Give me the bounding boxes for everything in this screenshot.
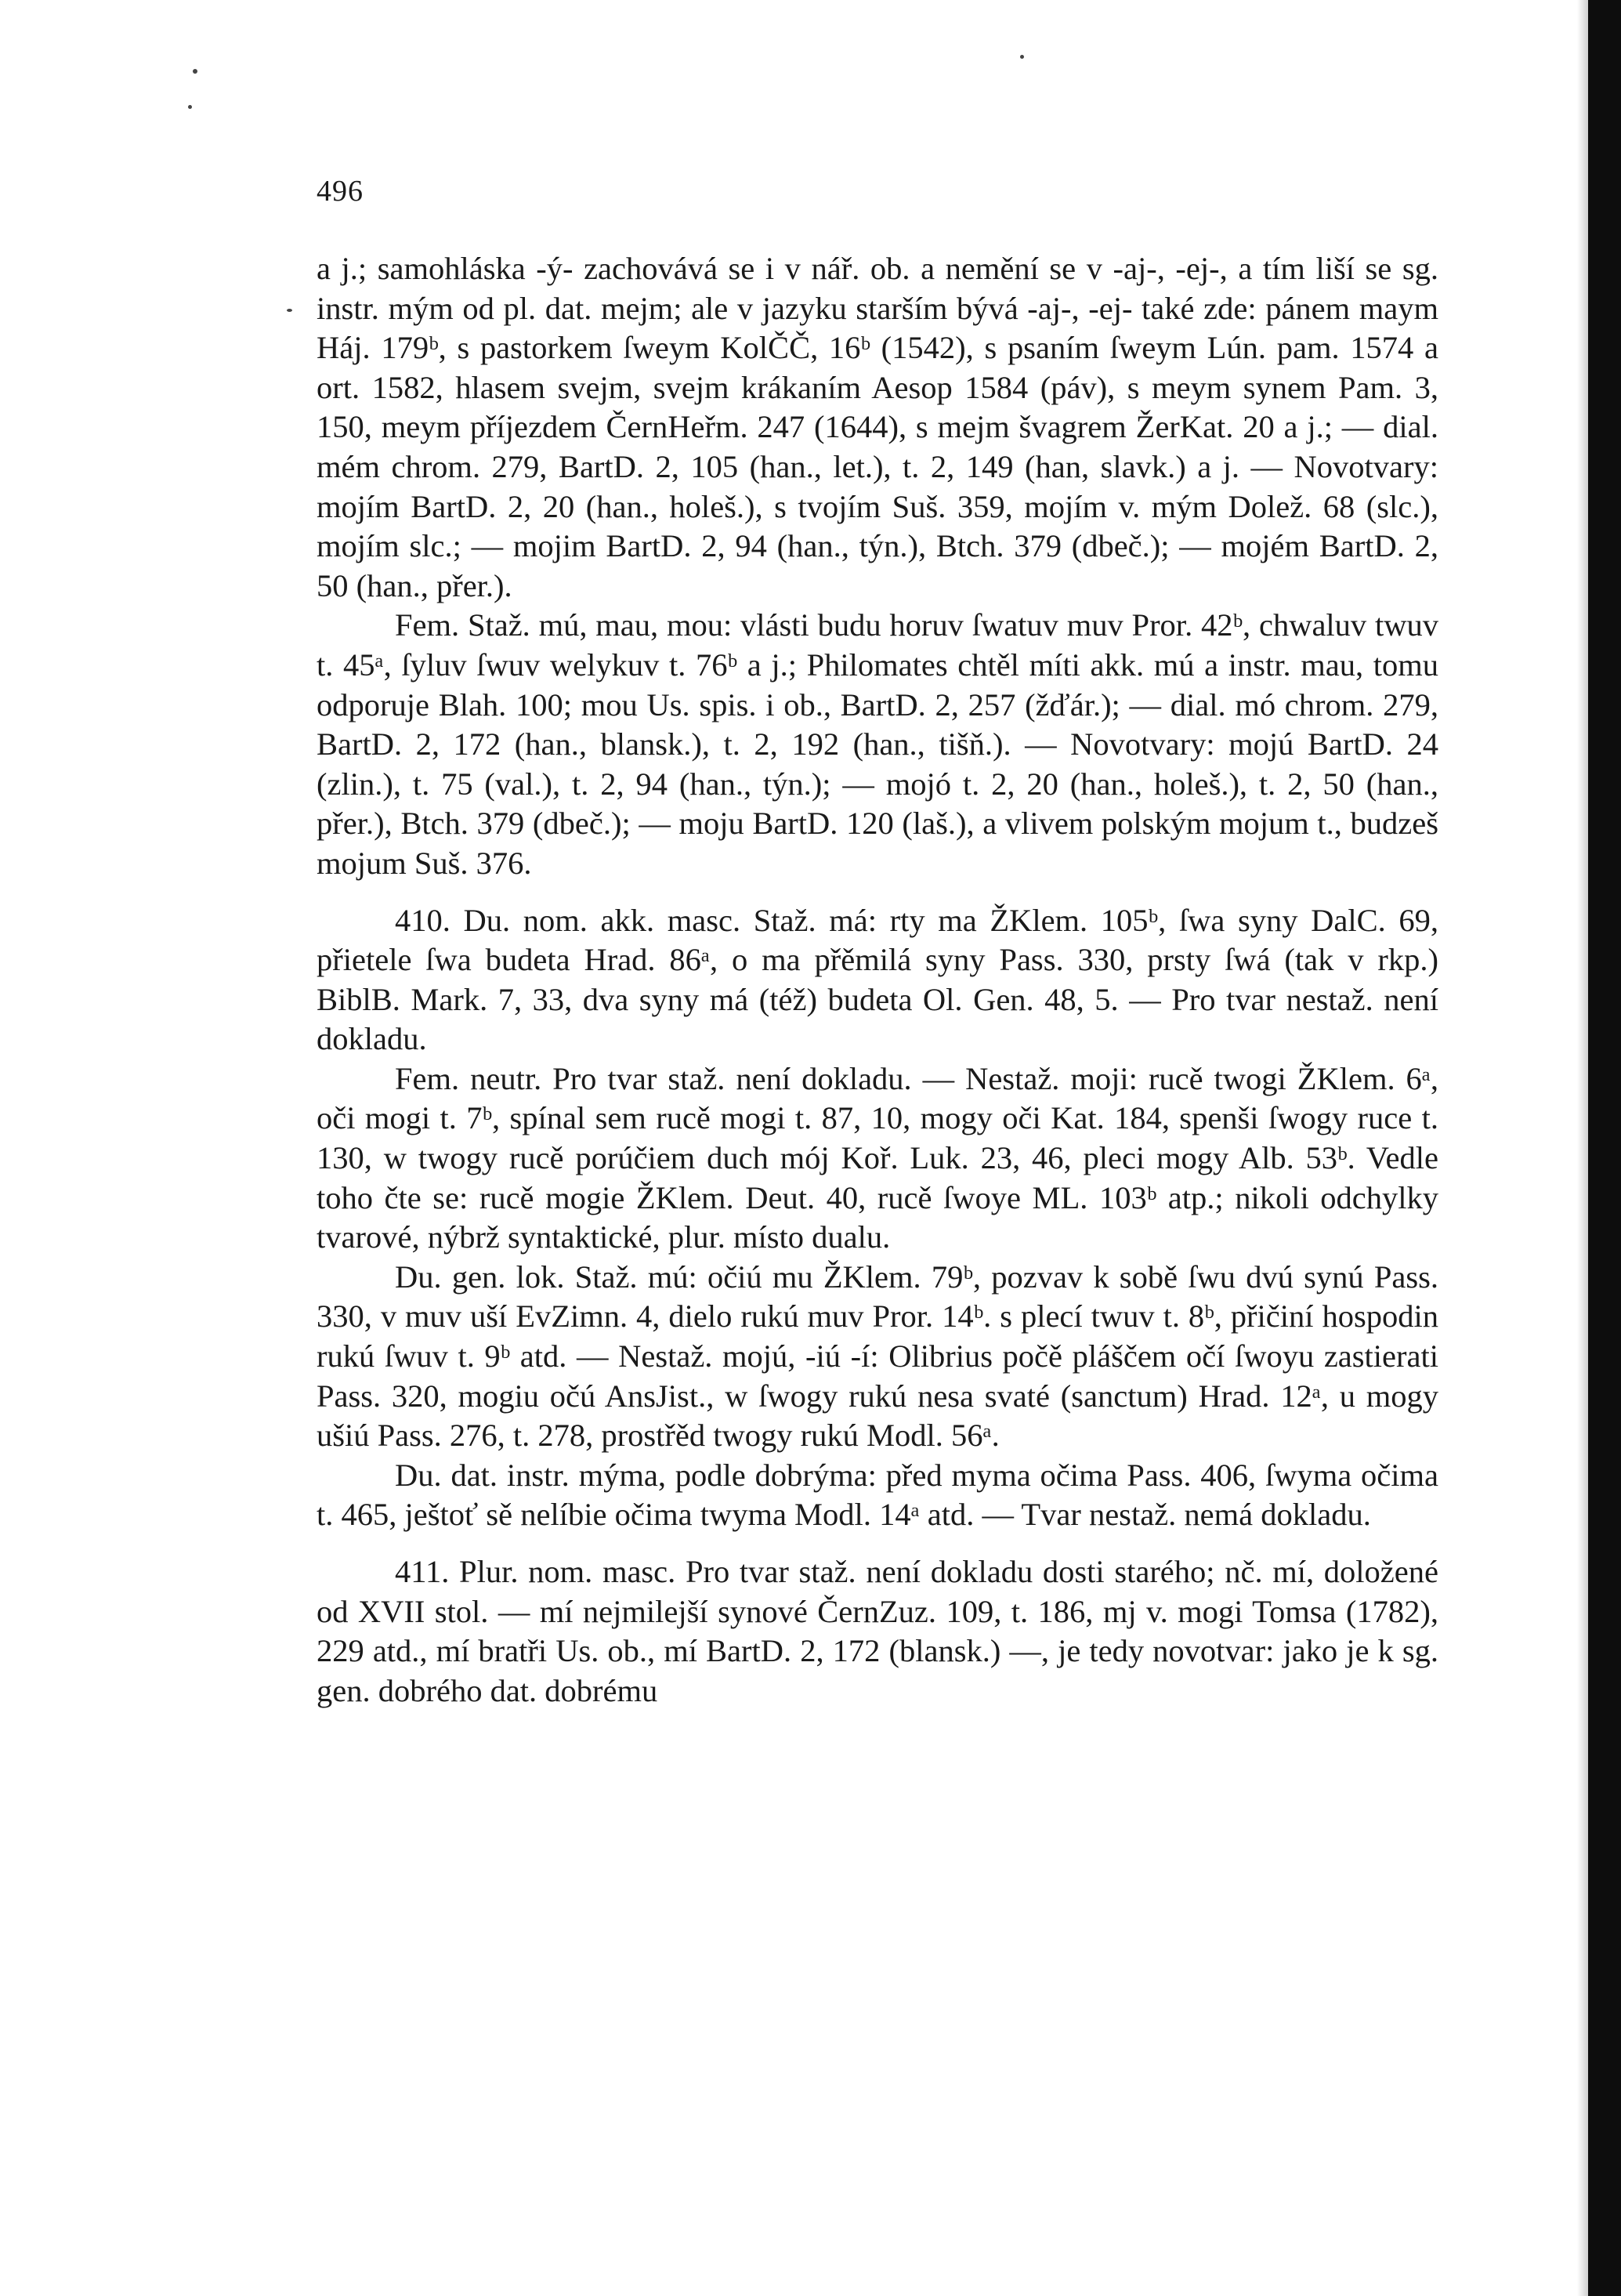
paragraph: Du. gen. lok. Staž. mú: očiú mu ŽKlem. 79ᵇ, pozvav k sobě ſwu dvú synú Pass. 330, v muv uší EvZimn. 4, dielo rukú muv Pror. 14ᵇ. s plecí twuv t. 8ᵇ, přičiní hospodin rukú ſwuv t. 9ᵇ atd. — Nestaž. mojú, -iú -í: Olibrius počě pláščem očí ſwoyu zastierati Pass. 320, mogiu očú AnsJist., w ſwogy rukú nesa svaté (sanctum) Hrad. 12ᵃ, u mogy ušiú Pass. 276, t. 278, prostřěd twogy rukú Modl. 56ᵃ. [317,1258,1438,1454]
scan-speck [1020,55,1024,59]
section-paragraph-411: 411. Plur. nom. masc. Pro tvar staž. není dokladu dosti starého; nč. mí, doložené od XVII stol. — mí nejmilejší synové ČernZuz. 109, t. 186, mj v. mogi Tomsa (1782), 229 atd., mí bratři Us. ob., mí BartD. 2, 172 (blansk.) —, je tedy novotvar: jako je k sg. gen. dobrého dat. dobrému [317,1554,1438,1708]
scan-border [1588,0,1621,2296]
page-edge-gradient [1577,0,1588,2296]
scan-speck [193,69,197,74]
scan-speck [188,105,192,109]
paragraph: Fem. neutr. Pro tvar staž. není dokladu. — Nestaž. moji: rucě twogi ŽKlem. 6ᵃ, oči mogi t. 7ᵇ, spínal sem rucě mogi t. 87, 10, mogy oči Kat. 184, spenši ſwogy ruce t. 130, w twogy rucě porúčiem duch mój Koř. Luk. 23, 46, pleci mogy Alb. 53ᵇ. Vedle toho čte se: rucě mogie ŽKlem. Deut. 40, rucě ſwoye ML. 103ᵇ atp.; nikoli odchylky tvarové, nýbrž syntaktické, plur. místo dualu. [317,1060,1438,1255]
paragraph: a j.; samohláska -ý- zachovává se i v nář. ob. a nemění se v -aj-, -ej-, a tím liší se sg. instr. mým od pl. dat. mejm; ale v jazyku starším bývá -aj-, -ej- také zde: pánem maym Háj. 179ᵇ, s pastorkem ſweym KolČČ, 16ᵇ (1542), s psaním ſweym Lún. pam. 1574 a ort. 1582, hlasem svejm, svejm krákaním Aesop 1584 (páv), s meym synem Pam. 3, 150, meym příjezdem ČernHeřm. 247 (1644), s mejm švagrem ŽerKat. 20 a j.; — dial. mém chrom. 279, BartD. 2, 105 (han., let.), t. 2, 149 (han, slavk.) a j. — Novotvary: mojím BartD. 2, 20 (han., holeš.), s tvojím Suš. 359, mojím v. mým Dolež. 68 (slc.), mojím slc.; — mojim BartD. 2, 94 (han., týn.), Btch. 379 (dbeč.); — mojém BartD. 2, 50 (han., přer.). [317,251,1438,603]
paragraph: Du. dat. instr. mýma, podle dobrýma: před myma očima Pass. 406, ſwyma očima t. 465, ještoť sě nelíbie očima twyma Modl. 14ᵃ atd. — Tvar nestaž. nemá dokladu. [317,1457,1438,1533]
page-number: 496 [317,175,364,208]
scan-speck [287,309,292,312]
paragraph: Fem. Staž. mú, mau, mou: vlásti budu horuv ſwatuv muv Pror. 42ᵇ, chwaluv twuv t. 45ᵃ, ſyluv ſwuv welykuv t. 76ᵇ a j.; Philomates chtěl míti akk. mú a instr. mau, tomu odporuje Blah. 100; mou Us. spis. i ob., BartD. 2, 257 (žďár.); — dial. mó chrom. 279, BartD. 2, 172 (han., blansk.), t. 2, 192 (han., tišň.). — Novotvary: mojú BartD. 24 (zlin.), t. 75 (val.), t. 2, 94 (han., týn.); — mojó t. 2, 20 (han., holeš.), t. 2, 50 (han., přer.), Btch. 379 (dbeč.); — moju BartD. 120 (laš.), a vlivem polským mojum t., budzeš mojum Suš. 376. [317,607,1438,881]
text-body [317,249,1438,1711]
section-paragraph-410: 410. Du. nom. akk. masc. Staž. má: rty ma ŽKlem. 105ᵇ, ſwa syny DalC. 69, přietele ſwa budeta Hrad. 86ᵃ, o ma přěmilá syny Pass. 330, prsty ſwá (tak v rkp.) BiblB. Mark. 7, 33, dva syny má (též) budeta Ol. Gen. 48, 5. — Pro tvar nestaž. není dokladu. [317,902,1438,1057]
